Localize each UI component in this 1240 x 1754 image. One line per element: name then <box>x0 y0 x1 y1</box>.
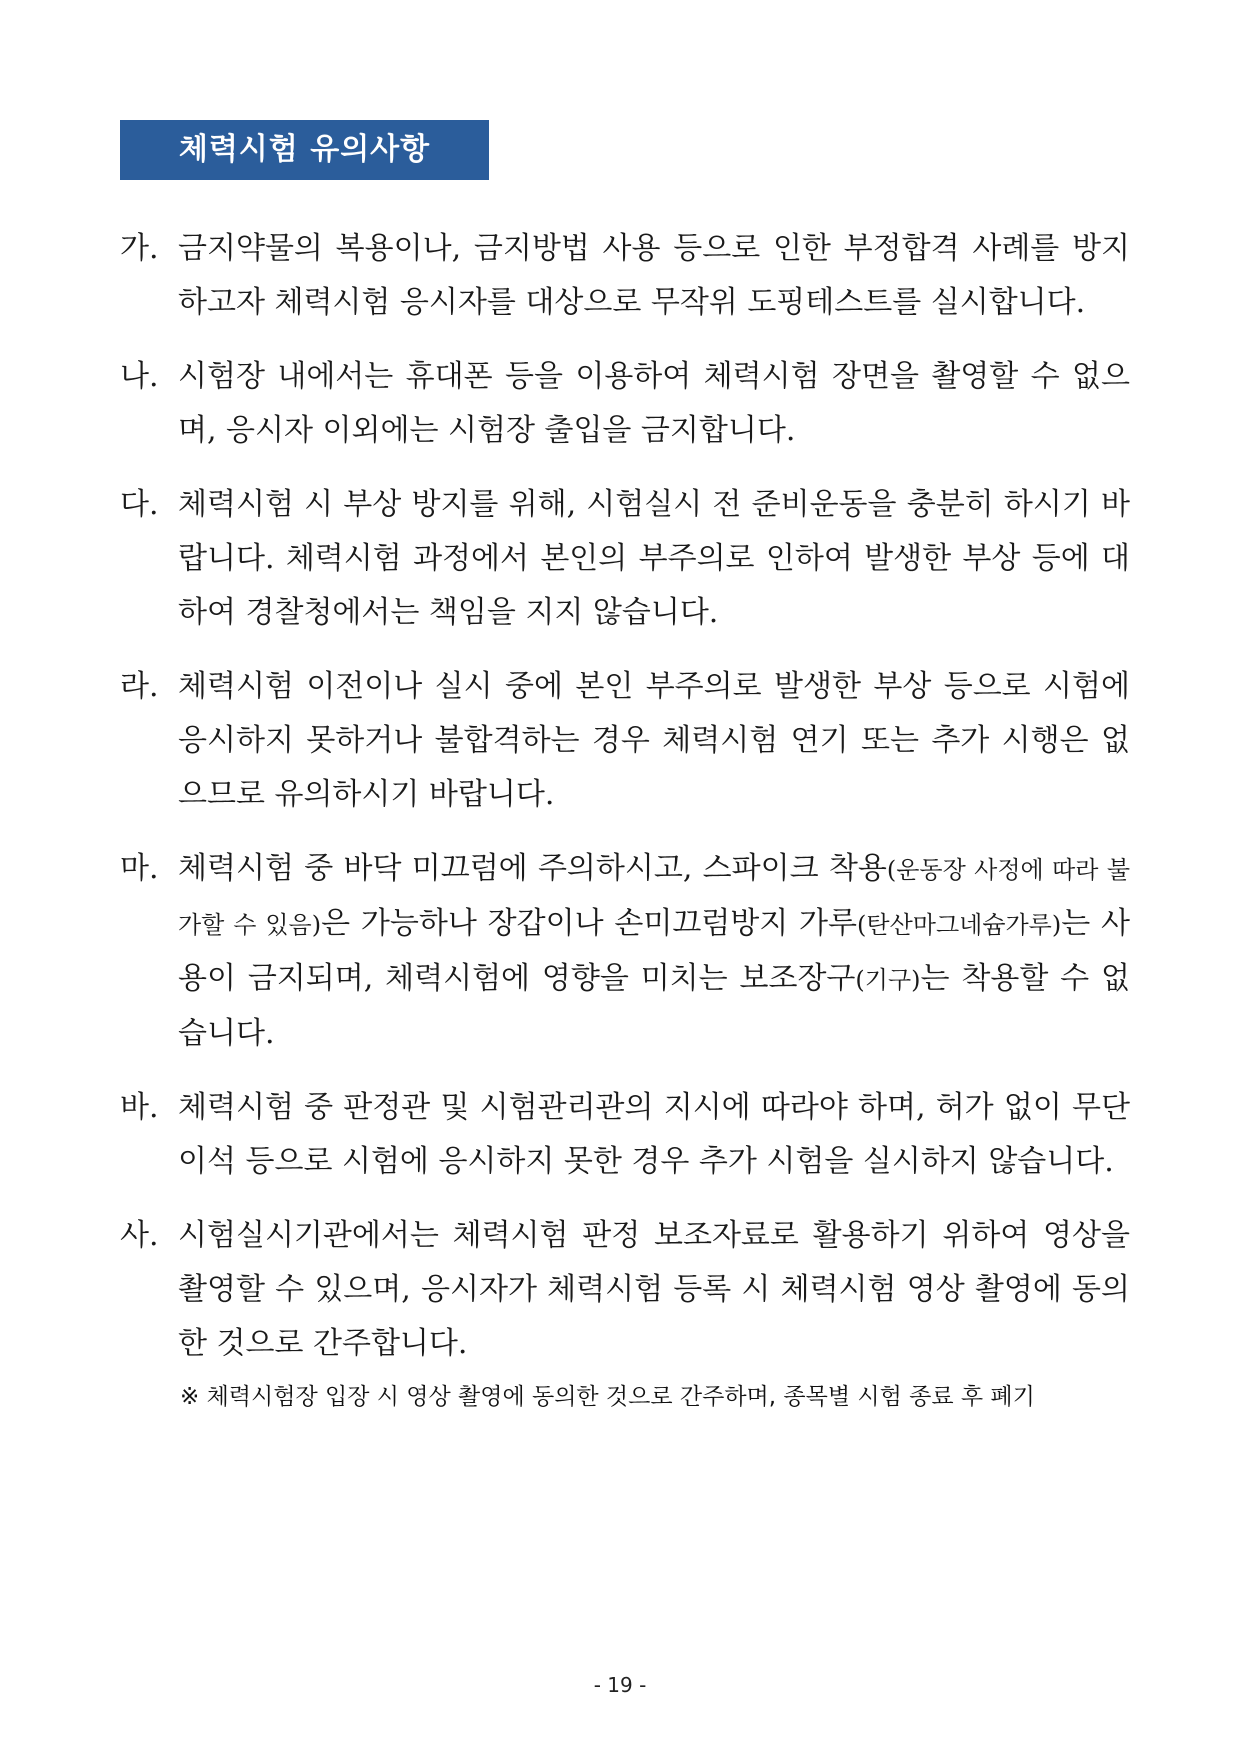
section-title: 체력시험 유의사항 <box>120 120 489 180</box>
item-text-part: 는 사용이 금지되며, 체력시험에 영향을 미치는 보조장구 <box>178 906 1131 996</box>
notice-item-na <box>120 350 1130 458</box>
item-text-part: 는 착용할 수 없습니다. <box>178 961 1130 1051</box>
notice-item-ga <box>120 222 1130 330</box>
notice-list <box>120 222 1130 1391</box>
item-marker: 바. <box>120 1090 159 1125</box>
notice-item-ma <box>120 842 1130 1061</box>
item-text: 시험실시기관에서는 체력시험 판정 보조자료로 활용하기 위하여 영상을 촬영할 수 있으며, 응시자가 체력시험 등록 시 체력시험 영상 촬영에 동의한 것으로 간주합니다. <box>178 1218 1130 1361</box>
item-parenthetical: (탄산마그네슘가루) <box>857 911 1062 939</box>
notice-item-da <box>120 478 1130 640</box>
notice-item-ra <box>120 660 1130 822</box>
item-marker: 사. <box>120 1218 159 1253</box>
item-parenthetical: (기구) <box>855 966 921 994</box>
item-text: 시험장 내에서는 휴대폰 등을 이용하여 체력시험 장면을 촬영할 수 없으며, 응시자 이외에는 시험장 출입을 금지합니다. <box>178 359 1130 448</box>
item-marker: 다. <box>120 487 159 522</box>
page-number: - 19 - <box>593 1673 647 1697</box>
item-parenthetical: (운동장 사정에 따라 불가할 수 있음) <box>178 856 1131 939</box>
item-text: 체력시험 시 부상 방지를 위해, 시험실시 전 준비운동을 충분히 하시기 바랍니다. 체력시험 과정에서 본인의 부주의로 인하여 발생한 부상 등에 대하여 경찰청에서는 책임을 지지 않습니다. <box>178 487 1130 630</box>
notice-item-ba <box>120 1081 1130 1189</box>
item-marker: 마. <box>120 851 159 886</box>
item-text-part: 체력시험 중 바닥 미끄럼에 주의하시고, 스파이크 착용 <box>178 851 887 886</box>
item-marker: 가. <box>120 231 159 266</box>
footnote: ※ 체력시험장 입장 시 영상 촬영에 동의한 것으로 간주하며, 종목별 시험 종료 후 폐기 <box>180 1384 1035 1410</box>
item-text: 금지약물의 복용이나, 금지방법 사용 등으로 인한 부정합격 사례를 방지하고자 체력시험 응시자를 대상으로 무작위 도핑테스트를 실시합니다. <box>178 231 1130 320</box>
item-text: 체력시험 중 판정관 및 시험관리관의 지시에 따라야 하며, 허가 없이 무단이석 등으로 시험에 응시하지 못한 경우 추가 시험을 실시하지 않습니다. <box>178 1090 1130 1179</box>
item-text-part: 은 가능하나 장갑이나 손미끄럼방지 가루 <box>321 906 858 941</box>
item-text: 체력시험 이전이나 실시 중에 본인 부주의로 발생한 부상 등으로 시험에 응시하지 못하거나 불합격하는 경우 체력시험 연기 또는 추가 시행은 없으므로 유의하시기 바랍니다. <box>178 669 1130 812</box>
item-marker: 라. <box>120 669 159 704</box>
notice-item-sa <box>120 1209 1130 1371</box>
item-marker: 나. <box>120 359 159 394</box>
